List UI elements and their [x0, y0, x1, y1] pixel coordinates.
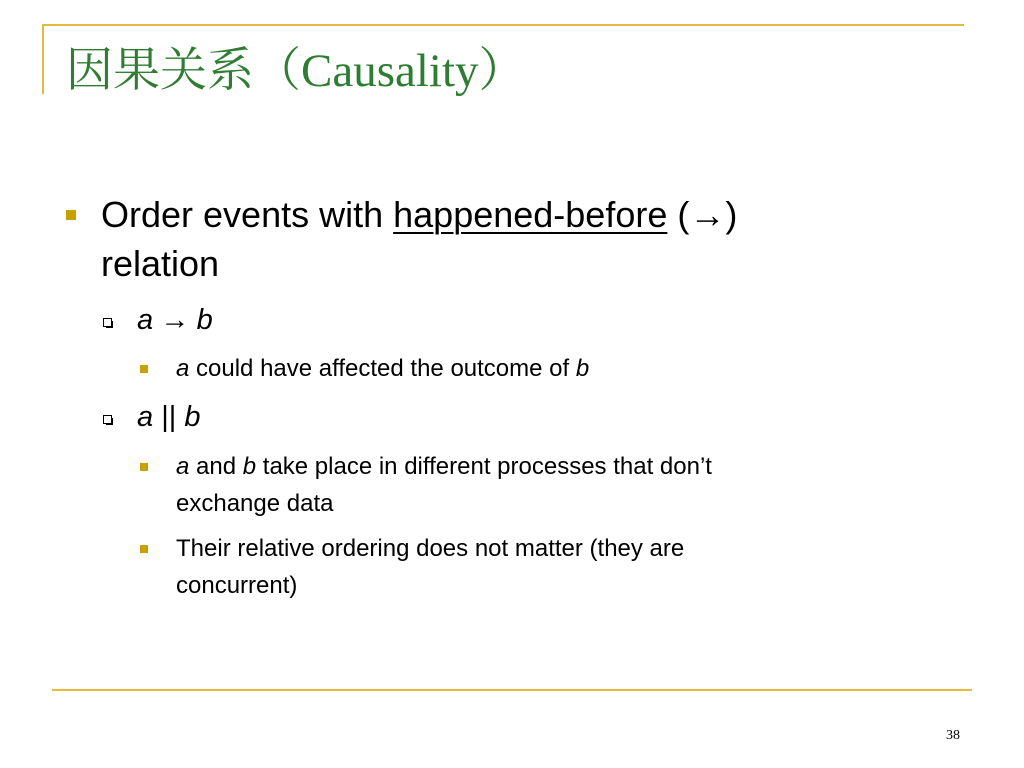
- detail-affected-outcome: [176, 350, 589, 387]
- left-frame-line: [42, 24, 44, 94]
- detail-text: take place in different processes that don’t: [256, 453, 712, 480]
- paren-open: (: [667, 194, 690, 235]
- paren-close: ): [725, 194, 738, 235]
- happened-before-term: happened-before: [393, 194, 668, 235]
- slide-title: 因果关系（Causality）: [66, 45, 526, 97]
- page-number: 38: [946, 728, 960, 743]
- var-a: a: [137, 401, 154, 433]
- sub-bullet-a-parallel-b: [137, 399, 200, 435]
- sub-bullet-a-arrow-b: [137, 302, 213, 338]
- bullet-square-icon: [66, 210, 76, 220]
- detail-different-processes: [176, 448, 712, 485]
- var-a: a: [176, 355, 190, 382]
- top-frame-line: [42, 24, 964, 26]
- detail-relative-ordering: Their relative ordering does not matter (they are: [176, 535, 685, 562]
- detail-and: and: [189, 453, 243, 480]
- bullet-text: Order events with: [101, 194, 394, 235]
- detail-different-processes-line2: exchange data: [176, 490, 334, 517]
- var-a: a: [137, 304, 154, 336]
- bullet-square-small-icon: [140, 463, 148, 471]
- hollow-square-bullet-icon: [103, 318, 112, 327]
- detail-text: could have affected the outcome of: [189, 355, 576, 382]
- hollow-square-bullet-icon: [103, 415, 112, 424]
- detail-relative-ordering-line2: concurrent): [176, 572, 298, 599]
- parallel-symbol: ||: [153, 401, 185, 433]
- bullet-square-small-icon: [140, 545, 148, 553]
- bullet-square-small-icon: [140, 365, 148, 373]
- var-b: b: [184, 401, 201, 433]
- arrow-symbol: →: [689, 195, 726, 235]
- bottom-frame-line: [52, 689, 972, 691]
- var-a: a: [176, 453, 190, 480]
- bullet-line2: relation: [101, 243, 220, 284]
- arrow-symbol: →: [153, 304, 197, 336]
- bullet-happened-before: [101, 190, 737, 240]
- var-b: b: [242, 453, 257, 480]
- var-b: b: [196, 304, 213, 336]
- var-b: b: [575, 355, 590, 382]
